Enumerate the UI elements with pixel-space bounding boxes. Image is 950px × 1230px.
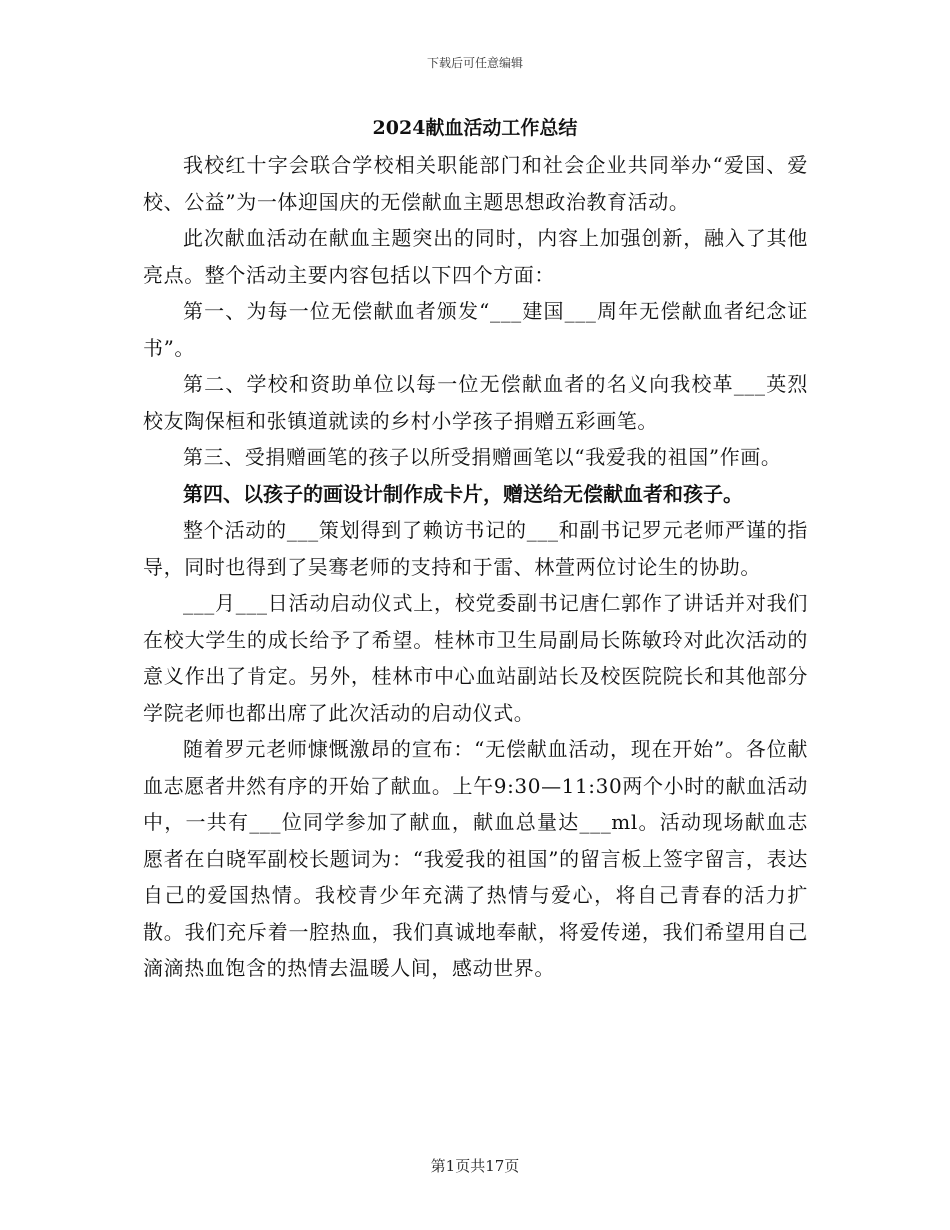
paragraph-item-1: 第一、为每一位无偿献血者颁发“___建国___周年无偿献血者纪念证书”。: [143, 299, 808, 360]
paragraph-activity: 随着罗元老师慷慨激昂的宣布：“无偿献血活动，现在开始”。各位献血志愿者井然有序的开始了献血。上午9:30—11:30两个小时的献血活动中，一共有___位同学参加了献血，献血总量达___ml。活动现场献血志愿者在白晓军副校长题词为：“我爱我的祖国”的留言板上签字留言，表达自己的爱国热情。我校青少年充满了热情与爱心，将自己青春的活力扩散。我们充斥着一腔热血，我们真诚地奉献，将爱传递，我们希望用自己滴滴热血饱含的热情去温暖人间，感动世界。: [143, 737, 808, 980]
paragraph-item-3: 第三、受捐赠画笔的孩子以所受捐赠画笔以“我爱我的祖国”作画。: [183, 445, 782, 469]
paragraph-intro: 我校红十字会联合学校相关职能部门和社会企业共同举办“爱国、爱校、公益”为一体迎国庆的无偿献血主题思想政治教育活动。: [143, 153, 808, 214]
page-header-note: 下载后可任意编辑: [426, 56, 523, 70]
paragraph-guidance: 整个活动的___策划得到了赖访书记的___和副书记罗元老师严谨的指导，同时也得到了吴骞老师的支持和于雷、林萱两位讨论生的协助。: [143, 518, 808, 579]
page-number: 第1页共17页: [430, 1157, 520, 1175]
document-title: 2024献血活动工作总结: [372, 117, 578, 139]
document-body: [143, 147, 808, 987]
paragraph-overview: 此次献血活动在献血主题突出的同时，内容上加强创新，融入了其他亮点。整个活动主要内容包括以下四个方面：: [143, 226, 808, 287]
paragraph-item-4: 第四、以孩子的画设计制作成卡片，赠送给无偿献血者和孩子。: [183, 481, 743, 506]
paragraph-ceremony: ___月___日活动启动仪式上，校党委副书记唐仁郭作了讲话并对我们在校大学生的成长给予了希望。桂林市卫生局副局长陈敏玲对此次活动的意义作出了肯定。另外，桂林市中心血站副站长及校医院院长和其他部分学院老师也都出席了此次活动的启动仪式。: [143, 591, 808, 725]
paragraph-item-2: 第二、学校和资助单位以每一位无偿献血者的名义向我校革___英烈校友陶保桓和张镇道就读的乡村小学孩子捐赠五彩画笔。: [143, 372, 808, 433]
